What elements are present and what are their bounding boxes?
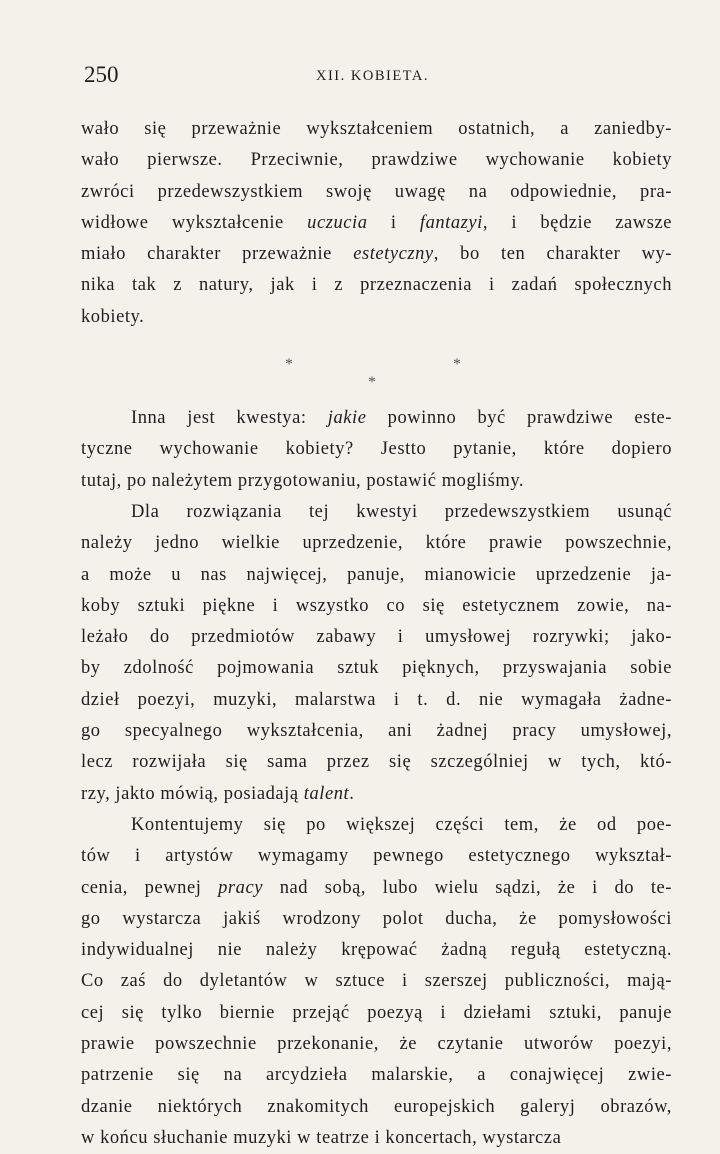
text-line: dzieł poezyi, muzyki, malarstwa i t. d. nie wymagała żadne- (81, 689, 672, 710)
text-segment: , bo ten charakter wy- (433, 244, 672, 265)
asterisk: * (285, 356, 294, 374)
text-line: Dla rozwiązania tej kwestyi przedewszystkiem usunąć (131, 501, 672, 522)
text-segment: Inna jest kwestya: (131, 408, 328, 429)
text-line: patrzenie się na arcydzieła malarskie, a conajwięcej zwie- (81, 1065, 672, 1086)
text-line: tutaj, po należytem przygotowaniu, postawić mogliśmy. (81, 470, 525, 491)
text-line: dzanie niektórych znakomitych europejskich galeryj obrazów, (81, 1096, 672, 1117)
text-line: indywidualnej nie należy krępować żadną regułą estetyczną. (81, 940, 672, 961)
paragraph (81, 403, 672, 497)
text-line (81, 779, 672, 810)
text-line: wało pierwsze. Przeciwnie, prawdziwe wychowanie kobiety (81, 150, 672, 171)
body-text (81, 114, 672, 1154)
text-line: prawie powszechnie przekonanie, że czytanie utworów poezyi, (81, 1034, 672, 1055)
text-line: lecz rozwijała się sama przez się szczególniej w tych, któ- (81, 752, 672, 773)
text-segment: powinno być prawdziwe este- (366, 408, 673, 429)
text-segment: i (367, 212, 420, 233)
text-line: by zdolność pojmowania sztuk pięknych, przyswajania sobie (81, 658, 672, 679)
text-line: tów i artystów wymagamy pewnego estetycznego wykształ- (81, 846, 672, 867)
text-segment: rzy, jakto mówią, posiadają (81, 783, 304, 804)
text-line (81, 239, 672, 270)
page-header (84, 62, 676, 92)
text-line (81, 873, 672, 904)
asterisk: * (368, 374, 377, 392)
paragraph (81, 114, 672, 333)
text-line: należy jedno wielkie uprzedzenie, które prawie powszechnie, (81, 533, 672, 554)
italic-term: fantazyi (419, 212, 483, 233)
italic-term: estetyczny (353, 244, 434, 265)
text-segment: widłowe wykształcenie (81, 212, 308, 233)
text-segment: , i będzie zawsze (482, 212, 672, 233)
text-segment: nad sobą, lubo wielu sądzi, że i do te- (263, 877, 672, 898)
text-line: go specyalnego wykształcenia, ani żadnej pracy umysłowej, (81, 721, 672, 742)
running-title: XII. KOBIETA. (316, 68, 429, 84)
text-line: w końcu słuchanie muzyki w teatrze i koncertach, wystarcza (81, 1127, 562, 1148)
text-segment: cenia, pewnej (81, 877, 219, 898)
italic-term: jakie (327, 408, 367, 429)
paragraph (81, 497, 672, 810)
text-segment: miało charakter przeważnie (81, 244, 354, 265)
text-line: zwróci przedewszystkiem swoję uwagę na odpowiednie, pra- (81, 181, 672, 202)
text-line: go wystarcza jakiś wrodzony polot ducha, że pomysłowości (81, 908, 672, 929)
text-line: Co zaś do dyletantów w sztuce i szerszej publiczności, mają- (81, 971, 672, 992)
italic-term: pracy (218, 877, 263, 898)
section-separator (81, 341, 672, 395)
text-segment: . (349, 783, 355, 804)
text-line: wało się przeważnie wykształceniem ostatnich, a zaniedby- (81, 119, 672, 139)
italic-term: talent (303, 783, 350, 804)
text-line: cej się tylko biernie przejąć poezyą i dziełami sztuki, panuje (81, 1002, 672, 1023)
paragraph (81, 810, 672, 1154)
text-line: leżało do przedmiotów zabawy i umysłowej rozrywki; jako- (81, 627, 672, 648)
text-line (81, 208, 672, 239)
text-line: nika tak z natury, jak i z przeznaczenia i zadań społecznych (81, 275, 672, 296)
page-number: 250 (84, 62, 119, 87)
text-line: kobiety. (81, 306, 145, 327)
text-line: tyczne wychowanie kobiety? Jestto pytanie, które dopiero (81, 439, 672, 460)
text-line: koby sztuki piękne i wszystko co się estetycznem zowie, na- (81, 595, 672, 616)
text-line (81, 403, 672, 434)
asterisk: * (453, 356, 462, 374)
italic-term: uczucia (307, 212, 368, 233)
text-line: a może u nas najwięcej, panuje, mianowicie uprzedzenie ja- (81, 564, 672, 585)
text-line: Kontentujemy się po większej części tem, że od poe- (131, 814, 672, 835)
